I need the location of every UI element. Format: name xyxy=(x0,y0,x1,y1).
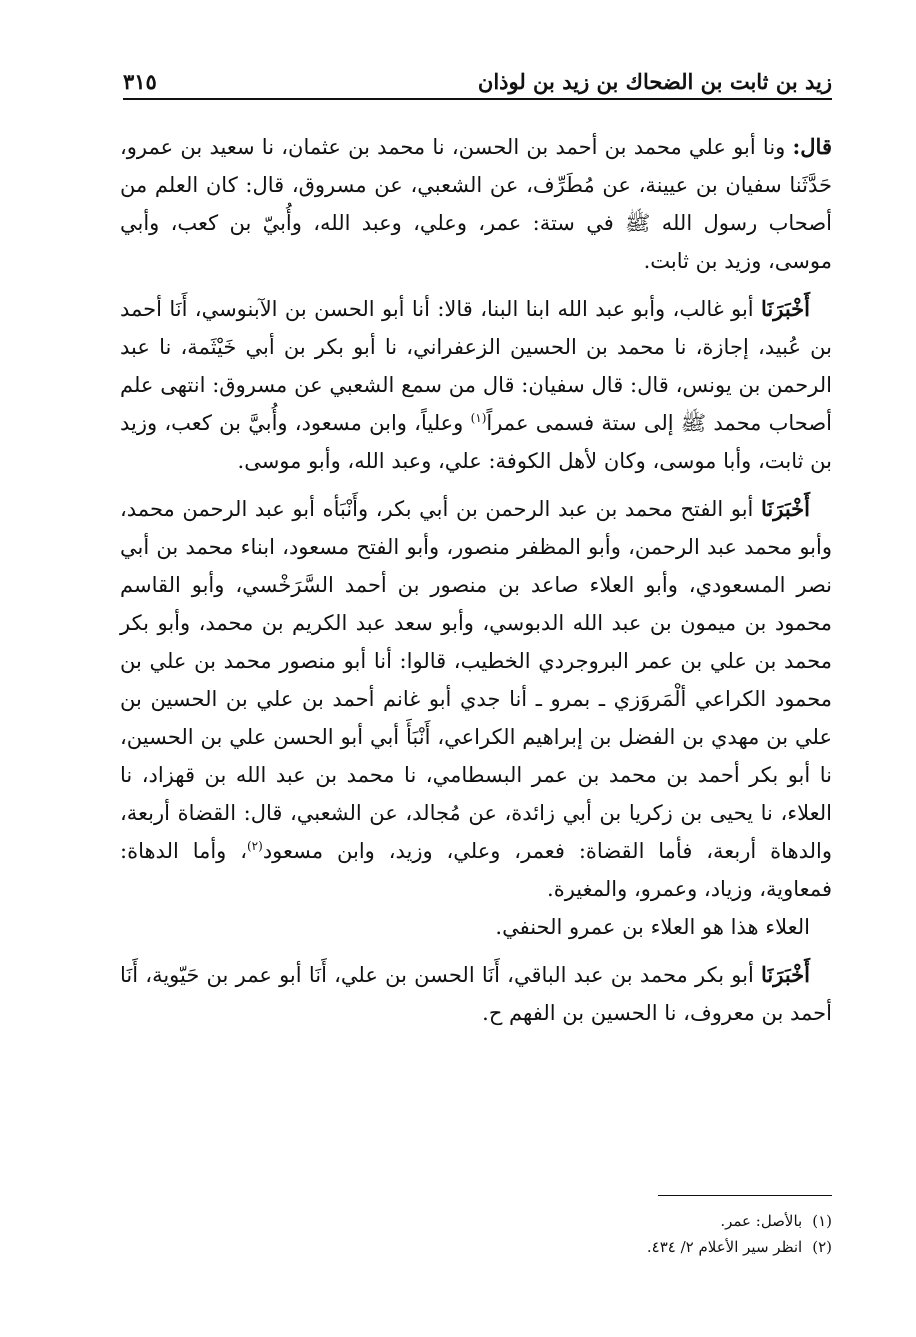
paragraph-text: أبو بكر محمد بن عبد الباقي، أَنَا الحسن بن علي، أَنَا أبو عمر بن حَيّوية، أَنَا أحمد بن معروف، نا الحسين بن الفهم ح. xyxy=(120,963,832,1025)
footnote-1 xyxy=(300,1208,832,1234)
footnote-ref-2[interactable]: (٢) xyxy=(246,839,263,853)
main-text xyxy=(120,128,832,1032)
paragraph-text: العلاء هذا هو العلاء بن عمرو الحنفي. xyxy=(495,915,810,939)
paragraph-lead: أَخْبَرَنَا xyxy=(761,296,810,321)
footnote-ref-1[interactable]: (١) xyxy=(470,411,487,425)
paragraph-2 xyxy=(120,290,832,480)
footnote-text: بالأصل: عمر. xyxy=(720,1212,803,1230)
paragraph-lead: أَخْبَرَنَا xyxy=(761,496,810,521)
paragraph-3 xyxy=(120,490,832,908)
paragraph-lead: أَخْبَرَنَا xyxy=(761,962,810,987)
page-number: ٣١٥ xyxy=(123,69,157,94)
footnote-text: انظر سير الأعلام ٢/ ٤٣٤. xyxy=(646,1238,803,1256)
paragraph-1 xyxy=(120,128,832,280)
paragraph-text-continued: وعلياً، وابن مسعود، وأُبيَّ بن كعب، وزيد بن ثابت، وأبا موسى، وكان لأهل الكوفة: علي، وعبد الله، وأبو موسى. xyxy=(120,411,832,473)
paragraph-text-continued: ، وأما الدهاة: فمعاوية، وزياد، وعمرو، والمغيرة. xyxy=(120,839,832,901)
footnote-2 xyxy=(300,1234,832,1260)
paragraph-lead: قال: xyxy=(792,134,832,159)
footnotes xyxy=(300,1208,832,1260)
paragraph-5 xyxy=(120,956,832,1032)
paragraph-text: ونا أبو علي محمد بن أحمد بن الحسن، نا محمد بن عثمان، نا سعيد بن عمرو، حَدَّثَنا سفيان بن عيينة، عن مُطَرِّف، عن الشعبي، عن مسروق، قال: كان العلم من أصحاب رسول الله ﷺ في ستة: عمر، وعلي، وعبد الله، وأُبيّ بن كعب، وأبي موسى، وزيد بن ثابت. xyxy=(120,135,832,273)
running-header xyxy=(123,54,832,94)
footnote-number: (١) xyxy=(812,1212,832,1230)
paragraph-text: أبو الفتح محمد بن عبد الرحمن بن أبي بكر، وأَنْبَأه أبو عبد الرحمن محمد، وأبو محمد عبد الرحمن، وأبو المظفر منصور، وأبو الفتح مسعود، ابناء محمد بن أبي نصر المسعودي، وأبو العلاء صاعد بن منصور بن أحمد السَّرَخْسي، وأبو القاسم محمود بن ميمون بن عبد الله الدبوسي، وأبو سعد عبد الكريم بن محمد، وأبو بكر محمد بن علي بن عمر البروجردي الخطيب، قالوا: أنا أبو منصور محمد بن علي بن محمود الكراعي ألْمَروَزي ـ بمرو ـ أنا جدي أبو غانم أحمد بن علي بن الحسين بن علي بن مهدي بن الفضل بن إبراهيم الكراعي، أَنْبَأَ أبي أبو الحسن علي بن الحسين، نا أبو بكر أحمد بن محمد بن عمر البسطامي، نا محمد بن عبد الله بن قهزاد، نا العلاء، نا يحيى بن زكريا بن أبي زائدة، عن مُجالد، عن الشعبي، قال: القضاة أربعة، والدهاة أربعة، فأما القضاة: فعمر، وعلي، وزيد، وابن مسعود xyxy=(120,497,832,863)
running-title: زيد بن ثابت بن الضحاك بن زيد بن لوذان xyxy=(477,69,832,94)
paragraph-4 xyxy=(120,908,832,946)
header-rule xyxy=(123,98,832,100)
footnote-number: (٢) xyxy=(812,1238,832,1256)
paragraph-text: أبو غالب، وأبو عبد الله ابنا البنا، قالا: أنا أبو الحسن بن الآبنوسي، أَنَا أحمد بن عُبيد، إجازة، نا محمد بن الحسين الزعفراني، نا أبو بكر بن أبي خَيْثَمة، نا عبد الرحمن بن يونس، قال: قال سفيان: قال من سمع الشعبي عن مسروق: انتهى علم أصحاب محمد ﷺ إلى ستة فسمى عمراً xyxy=(120,297,833,435)
footnote-rule xyxy=(658,1195,832,1196)
